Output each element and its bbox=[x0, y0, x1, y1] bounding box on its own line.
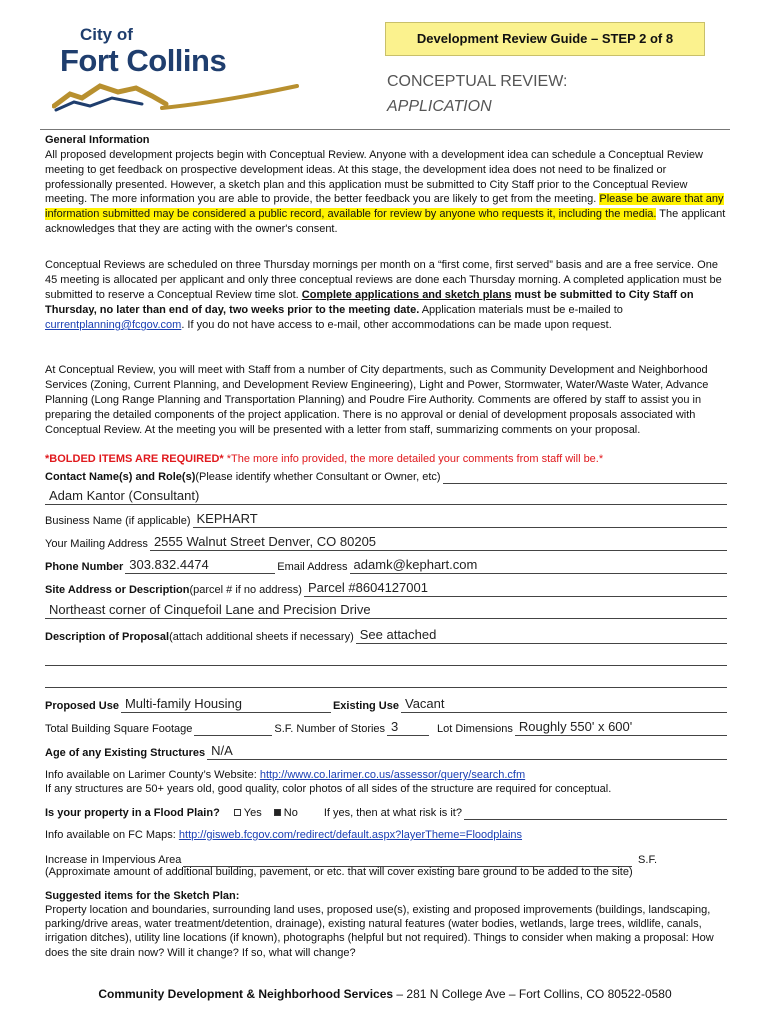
fcmaps-link[interactable]: http://gisweb.fcgov.com/redirect/default.aspx?layerTheme=Floodplains bbox=[178, 829, 523, 841]
flood-no-label: No bbox=[283, 807, 298, 819]
general-info-heading: General Information bbox=[45, 134, 150, 146]
mailing-label: Your Mailing Address bbox=[45, 538, 148, 550]
business-field[interactable] bbox=[193, 510, 727, 528]
square-footage-field[interactable] bbox=[194, 718, 272, 736]
stories-label: S.F. Number of Stories bbox=[274, 723, 386, 735]
description-field-2[interactable] bbox=[45, 648, 727, 666]
scheduling-paragraph bbox=[45, 258, 727, 333]
flood-yes-label: Yes bbox=[243, 807, 262, 819]
phone-email-row bbox=[45, 556, 727, 574]
site-label: Site Address or Description bbox=[45, 584, 190, 596]
contact-label: Contact Name(s) and Role(s) bbox=[45, 471, 196, 483]
required-notice bbox=[45, 452, 727, 466]
business-row bbox=[45, 510, 727, 528]
age-value: N/A bbox=[211, 743, 233, 758]
flood-no-checkbox[interactable] bbox=[274, 809, 281, 816]
age-label: Age of any Existing Structures bbox=[45, 747, 206, 759]
footer-department: Community Development & Neighborhood Services bbox=[98, 987, 394, 1001]
site-value2-row bbox=[45, 601, 727, 619]
business-value: KEPHART bbox=[196, 511, 258, 526]
impervious-label: Increase in Impervious Area bbox=[45, 854, 182, 866]
site-field[interactable] bbox=[304, 579, 727, 597]
footer-address: – 281 N College Ave – Fort Collins, CO 80522-0580 bbox=[393, 987, 672, 1001]
existing-use-field[interactable] bbox=[401, 695, 727, 713]
intro-text: All proposed development projects begin with Conceptual Review. Anyone with a development idea can schedule a Conceptual Review meeting to get feedback on prospective development ideas. At this stage, the development idea does not need to be finalized or professionally presented. However, a sketch plan and this application must be submitted to City Staff prior to the Conceptual Review meeting. The more information you are able to provide, the better feedback you are likely to get from the meeting. bbox=[45, 149, 703, 206]
flood-row bbox=[45, 802, 727, 820]
consent-text: The applicant acknowledges that they are acting with the owner's consent. bbox=[45, 208, 726, 235]
building-row bbox=[45, 718, 727, 736]
city-logo bbox=[52, 24, 302, 114]
site-hint: (parcel # if no address) bbox=[189, 584, 302, 596]
contact-row bbox=[45, 466, 727, 484]
stories-field[interactable] bbox=[387, 718, 429, 736]
description-line-3 bbox=[45, 670, 727, 688]
planning-email-link[interactable]: currentplanning@fcgov.com bbox=[45, 319, 182, 331]
site-value-2: Northeast corner of Cinquefoil Lane and Precision Drive bbox=[49, 602, 371, 617]
impervious-unit: S.F. bbox=[638, 854, 657, 866]
description-hint: (attach additional sheets if necessary) bbox=[169, 631, 354, 643]
fcmaps-text: Info available on FC Maps: bbox=[45, 829, 179, 841]
age-field[interactable] bbox=[207, 742, 727, 760]
scheduling-text: Conceptual Reviews are scheduled on three Thursday mornings per month on a “first come, first served” basis and are a free service. One 45 meeting is allocated per applicant and only three conceptual reviews are done each Thursday morning. A completed application must be submitted to reserve a Conceptual Review time slot. bbox=[45, 259, 722, 301]
lot-value: Roughly 550' x 600' bbox=[518, 719, 633, 734]
proposed-use-value: Multi-family Housing bbox=[124, 696, 243, 711]
age-row bbox=[45, 742, 727, 760]
header-divider bbox=[40, 129, 730, 130]
description-field[interactable] bbox=[356, 626, 727, 644]
site-row bbox=[45, 579, 727, 597]
sketch-heading: Suggested items for the Sketch Plan: bbox=[45, 890, 240, 902]
stories-value: 3 bbox=[391, 719, 399, 734]
larimer-info bbox=[45, 768, 727, 782]
flood-label: Is your property in a Flood Plain? bbox=[45, 807, 220, 819]
lot-field[interactable] bbox=[515, 718, 727, 736]
contact-hint: (Please identify whether Consultant or Owner, etc) bbox=[195, 471, 441, 483]
complete-applications-text: Complete applications and sketch plans bbox=[301, 289, 512, 301]
email-field[interactable] bbox=[350, 556, 727, 574]
impervious-note: (Approximate amount of additional building, pavement, or etc. that will cover existing bare ground to be added to the site) bbox=[45, 866, 633, 878]
sketch-text: Property location and boundaries, surrounding land uses, proposed use(s), existing and proposed improvements (buildings, landscaping, parking/drive areas, water treatment/detention, drainage), existing natural features (water bodies, wetlands, large trees, wildlife, canals, irrigation ditches), utility line locations (if known), photographs (helpful but not required). Things to consider when making a proposal: How does the site drain now? Will it change? If so, what will change? bbox=[45, 904, 714, 959]
larimer-text: Info available on Larimer County’s Website: bbox=[45, 769, 260, 781]
business-label: Business Name (if applicable) bbox=[45, 515, 191, 527]
contact-value-row bbox=[45, 487, 727, 505]
contact-value: Adam Kantor (Consultant) bbox=[49, 488, 200, 503]
email-instruction: Application materials must be e-mailed to bbox=[419, 304, 623, 316]
step-banner: Development Review Guide – STEP 2 of 8 bbox=[385, 22, 705, 56]
accommodation-text: . If you do not have access to e-mail, other accommodations can be made upon request. bbox=[181, 319, 612, 331]
email-label: Email Address bbox=[277, 561, 348, 573]
flood-risk-field[interactable] bbox=[464, 802, 727, 820]
phone-label: Phone Number bbox=[45, 561, 124, 573]
mailing-field[interactable] bbox=[150, 533, 727, 551]
site-field-2[interactable] bbox=[45, 601, 727, 619]
more-info-text: *The more info provided, the more detailed your comments from staff will be.* bbox=[223, 453, 604, 465]
proposed-use-field[interactable] bbox=[121, 695, 331, 713]
existing-use-label: Existing Use bbox=[332, 700, 399, 712]
site-value: Parcel #8604127001 bbox=[307, 580, 428, 595]
page-footer bbox=[0, 986, 770, 1002]
meeting-paragraph: At Conceptual Review, you will meet with Staff from a number of City departments, such as Community Development and Neighborhood Services (Zoning, Current Planning, and Development Review Engineering), Light and Power, Stormwater, Water/Waste Water, Advance Planning (Long Range Planning and Transportation Planning) and Poudre Fire Authority. Comments are offered by staff to assist you in preparing the detailed components of the project application. There is no approval or denial of development proposals associated with Conceptual Review. At the meeting you will be presented with a letter from staff, summarizing comments on your proposal. bbox=[45, 364, 709, 437]
intro-paragraph bbox=[45, 148, 727, 237]
fcmaps-info bbox=[45, 828, 727, 842]
phone-value: 303.832.4474 bbox=[129, 557, 209, 572]
logo-fort-collins: Fort Collins bbox=[60, 43, 227, 78]
flood-yes-option[interactable] bbox=[234, 806, 262, 820]
public-record-notice: Please be aware that any information submitted may be considered a public record, available for review by anyone who requests it, including the media. bbox=[45, 193, 724, 221]
flood-yes-checkbox[interactable] bbox=[234, 809, 241, 816]
existing-use-value: Vacant bbox=[405, 696, 445, 711]
flood-no-option[interactable] bbox=[274, 806, 298, 820]
mailing-row bbox=[45, 533, 727, 551]
description-label: Description of Proposal bbox=[45, 631, 170, 643]
contact-line bbox=[443, 466, 727, 484]
deadline-text: must be submitted to City Staff on Thursday, no later than end of day, two weeks prior to the meeting date. bbox=[45, 289, 694, 316]
page-subtitle: APPLICATION bbox=[387, 98, 492, 115]
required-bold-text: *BOLDED ITEMS ARE REQUIRED* bbox=[45, 453, 224, 465]
email-value: adamk@kephart.com bbox=[353, 557, 478, 572]
description-row bbox=[45, 626, 727, 644]
flood-risk-label: If yes, then at what risk is it? bbox=[323, 807, 462, 819]
mailing-value: 2555 Walnut Street Denver, CO 80205 bbox=[153, 534, 377, 549]
page-title: CONCEPTUAL REVIEW: bbox=[387, 73, 568, 90]
larimer-link[interactable]: http://www.co.larimer.co.us/assessor/query/search.cfm bbox=[259, 769, 526, 781]
description-field-3[interactable] bbox=[45, 670, 727, 688]
description-value: See attached bbox=[359, 627, 437, 642]
contact-field[interactable] bbox=[45, 487, 727, 505]
use-row bbox=[45, 695, 727, 713]
logo-city-of: City of bbox=[80, 25, 133, 44]
phone-field[interactable] bbox=[125, 556, 275, 574]
lot-label: Lot Dimensions bbox=[437, 723, 513, 735]
proposed-use-label: Proposed Use bbox=[45, 700, 119, 712]
photos-note: If any structures are 50+ years old, good quality, color photos of all sides of the structure are required for conceptual. bbox=[45, 783, 612, 795]
square-footage-label: Total Building Square Footage bbox=[45, 723, 193, 735]
description-line-2 bbox=[45, 648, 727, 666]
